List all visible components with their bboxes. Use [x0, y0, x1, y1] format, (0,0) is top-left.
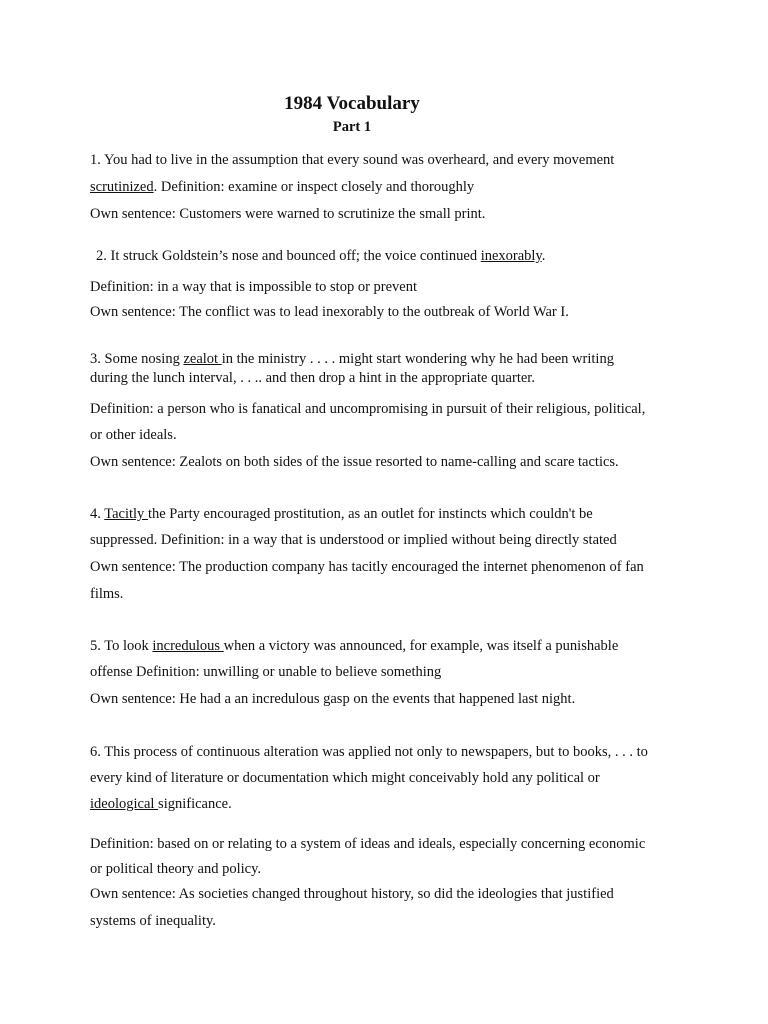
entry-2-quote-end: .	[541, 248, 546, 264]
entry-6-definition-line-1: Definition: based on or relating to a system of ideas and ideals, especially concerning economic	[90, 836, 646, 852]
entry-2-definition: Definition: in a way that is impossible to stop or prevent	[90, 279, 418, 295]
entry-5-sentence: Own sentence: He had a an incredulous gasp on the events that happened last night.	[90, 691, 576, 707]
entry-6-word: ideological	[90, 796, 159, 812]
entry-1-sentence: Own sentence: Customers were warned to scrutinize the small print.	[90, 206, 486, 222]
page-subtitle: Part 1	[332, 119, 372, 135]
entry-2-quote	[96, 249, 545, 264]
entry-6-quote-end: significance.	[158, 796, 232, 812]
entry-5-quote-start: 5. To look	[90, 638, 153, 654]
entry-3-definition-line-2: or other ideals.	[90, 427, 177, 443]
entry-3-definition-line-1: Definition: a person who is fanatical and uncompromising in pursuit of their religious, political,	[90, 401, 646, 417]
entry-2-word: inexorably	[480, 248, 542, 264]
entry-4-sentence-line-1: Own sentence: The production company has tacitly encouraged the internet phenomenon of fan	[90, 559, 644, 575]
entry-5-quote-end: when a victory was announced, for example, was itself a punishable	[223, 638, 619, 654]
entry-1-word: scrutinized	[90, 179, 154, 195]
entry-5-quote-line-2: offense Definition: unwilling or unable to believe something	[90, 664, 442, 680]
entry-4-quote-line-2: suppressed. Definition: in a way that is understood or implied without being directly stated	[90, 532, 617, 548]
entry-6-quote-line-3	[90, 797, 232, 812]
entry-5-quote	[90, 639, 618, 654]
entry-6-definition-line-2: or political theory and policy.	[90, 861, 261, 877]
entry-3-word: zealot	[183, 351, 222, 367]
entry-3-quote-end: in the ministry . . . . might start wondering why he had been writing	[221, 351, 614, 367]
entry-4-quote-end: the Party encouraged prostitution, as an outlet for instincts which couldn't be	[147, 506, 593, 522]
entry-1-definition-line	[90, 180, 474, 195]
page-title: 1984 Vocabulary	[284, 93, 420, 114]
entry-6-sentence-line-1: Own sentence: As societies changed throughout history, so did the ideologies that justified	[90, 886, 614, 902]
entry-5-word: incredulous	[152, 638, 224, 654]
entry-1-definition: . Definition: examine or inspect closely and thoroughly	[153, 179, 475, 195]
entry-4-quote	[90, 507, 593, 522]
entry-3-quote	[90, 352, 614, 367]
entry-6-sentence-line-2: systems of inequality.	[90, 913, 216, 929]
entry-1-quote: 1. You had to live in the assumption that every sound was overheard, and every movement	[90, 152, 615, 168]
entry-2-sentence: Own sentence: The conflict was to lead inexorably to the outbreak of World War I.	[90, 304, 569, 320]
entry-3-sentence: Own sentence: Zealots on both sides of the issue resorted to name-calling and scare tactics.	[90, 454, 619, 470]
entry-6-quote-line-2: every kind of literature or documentation which might conceivably hold any political or	[90, 770, 600, 786]
entry-6-quote-line-1: 6. This process of continuous alteration was applied not only to newspapers, but to books, . . . to	[90, 744, 648, 760]
entry-4-sentence-line-2: films.	[90, 586, 124, 602]
entry-3-quote-start: 3. Some nosing	[90, 351, 184, 367]
entry-4-word: Tacitly	[104, 506, 148, 522]
entry-2-quote-start: 2. It struck Goldstein’s nose and bounced off; the voice continued	[96, 248, 481, 264]
entry-4-quote-start: 4.	[90, 506, 105, 522]
entry-3-quote-line-2: during the lunch interval, . . .. and then drop a hint in the appropriate quarter.	[90, 370, 535, 386]
